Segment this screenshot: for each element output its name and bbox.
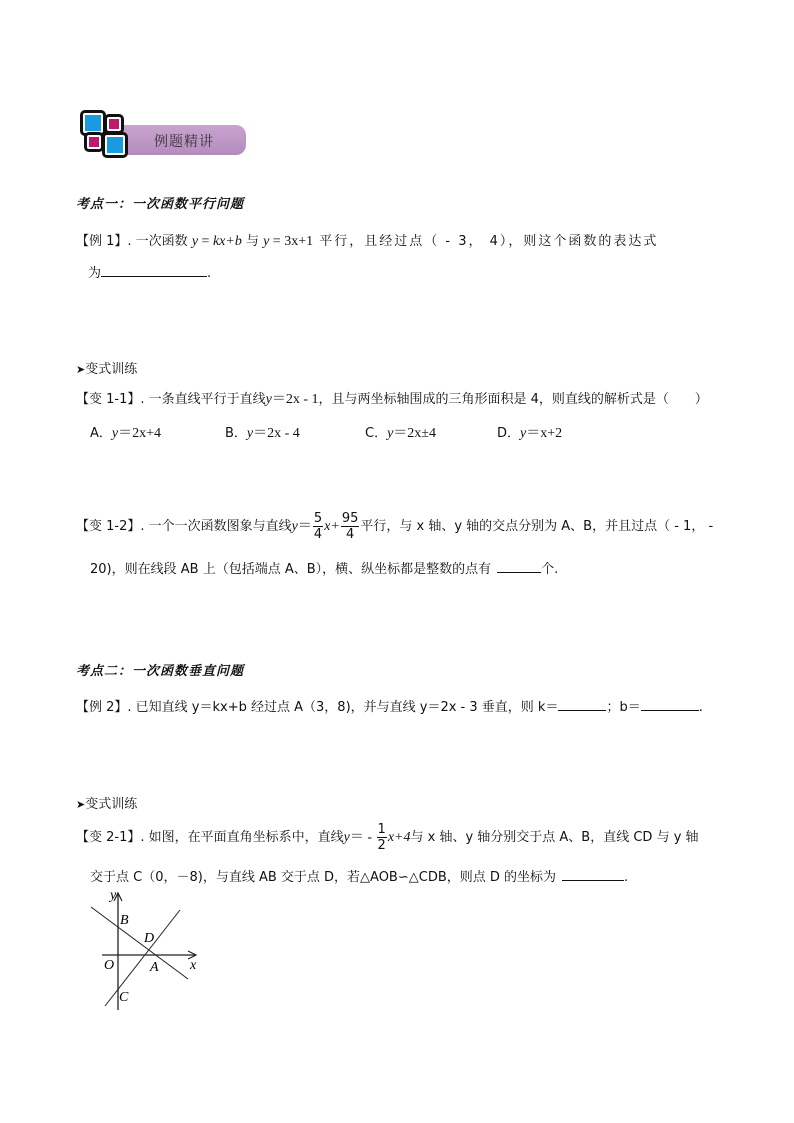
practice-label: ➤变式训练 [76,362,138,377]
answer-blank[interactable] [497,560,541,573]
answer-blank-b[interactable] [641,698,699,711]
magenta-square-icon [84,132,104,152]
question-2-1-line2: 交于点 C（0，－8)，与直线 AB 交于点 D，若△AOB∽△CDB，则点 D 的坐标为 . [90,870,629,885]
example-1: 【例 1】. 一次函数 y = kx+b 与 y = 3x+1 平行，且经过点（ - 3， 4），则这个函数的表达式 [76,234,659,249]
answer-blank-k[interactable] [558,698,606,711]
banner-label: 例题精讲 [154,134,214,150]
question-1-1: 【变 1-1】. 一条直线平行于直线y＝2x - 1，且与两坐标轴围成的三角形面积是 4，则直线的解析式是（ ） [76,392,708,407]
svg-text:D: D [144,931,155,946]
arrow-bullet-icon: ➤ [76,363,86,376]
question-1-2: 【变 1-2】. 一个一次函数图象与直线y＝ $\frac{5}{4}$ x+ $\frac{95}{4}$ 平行，与 x 轴、y 轴的交点分别为 A、B，并且过点（ - 1， - [76,511,714,542]
svg-text:A: A [150,960,159,975]
option-a[interactable]: A．y＝2x+4 [90,426,162,441]
svg-text:B: B [120,913,129,928]
section-banner [78,108,248,162]
section-title: 考点二：一次函数垂直问题 [76,664,245,679]
option-b[interactable]: B．y＝2x - 4 [225,426,300,441]
fraction: $\frac{5}{4}$ [313,511,323,542]
svg-text:C: C [119,990,129,1005]
svg-text:x: x [190,958,197,973]
answer-blank[interactable] [101,264,207,277]
question-1-2-line2: 20)，则在线段 AB 上（包括端点 A、B），横、纵坐标都是整数的点有 个. [90,562,559,577]
fraction: $\frac{1}{2}$ [377,822,386,853]
option-c[interactable]: C．y＝2x±4 [365,426,436,441]
example-tag: 【例 1】 [76,234,128,249]
coordinate-figure [80,885,210,1015]
example-1-line2: 为 . [88,266,212,281]
example-2: 【例 2】. 已知直线 y＝kx+b 经过点 A（3，8)，并与直线 y＝2x - 3 垂直，则 k＝ ；b＝ . [76,700,703,715]
blue-square-icon [102,132,128,158]
svg-text:y: y [110,888,117,903]
magenta-square-icon [104,114,124,134]
arrow-bullet-icon: ➤ [76,798,86,811]
practice-label: ➤变式训练 [76,797,138,812]
fraction: $\frac{95}{4}$ [341,511,359,542]
answer-blank[interactable] [562,868,624,881]
section-title: 考点一：一次函数平行问题 [76,197,245,212]
question-2-1: 【变 2-1】. 如图，在平面直角坐标系中，直线y＝ - $\frac{1}{2}$ x+4与 x 轴、y 轴分别交于点 A、B，直线 CD 与 y 轴 [76,822,699,853]
option-d[interactable]: D．y＝x+2 [497,426,563,441]
svg-text:O: O [104,958,115,973]
